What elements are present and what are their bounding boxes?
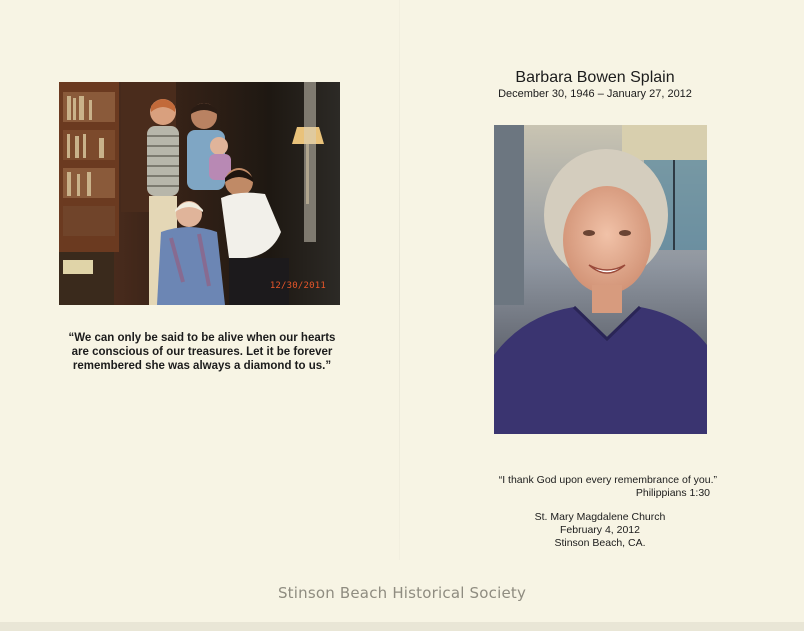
page-fold	[399, 0, 400, 560]
deceased-name: Barbara Bowen Splain	[515, 69, 675, 86]
life-dates: December 30, 1946 – January 27, 2012	[498, 88, 692, 100]
quote-line: “We can only be said to be alive when our hearts	[68, 332, 336, 344]
quote-line: remembered she was always a diamond to us.”	[72, 360, 332, 372]
memorial-quote	[52, 331, 352, 373]
portrait-illustration	[494, 125, 707, 434]
family-photo	[59, 82, 340, 305]
service-date: February 4, 2012	[560, 524, 640, 536]
scripture-verse	[470, 474, 717, 500]
service-details	[500, 511, 700, 550]
watermark: Stinson Beach Historical Society	[277, 584, 527, 602]
photo-date-stamp: 12/30/2011	[269, 281, 326, 291]
service-city: Stinson Beach, CA.	[554, 537, 646, 549]
quote-line: are conscious of our treasures. Let it be forever	[71, 346, 333, 358]
scan-bottom-edge	[0, 622, 804, 631]
portrait-photo	[494, 125, 707, 434]
verse-text: “I thank God upon every remembrance of you.”	[498, 474, 717, 486]
family-photo-illustration	[59, 82, 340, 305]
service-location: St. Mary Magdalene Church	[534, 511, 666, 523]
verse-reference: Philippians 1:30	[635, 487, 710, 499]
